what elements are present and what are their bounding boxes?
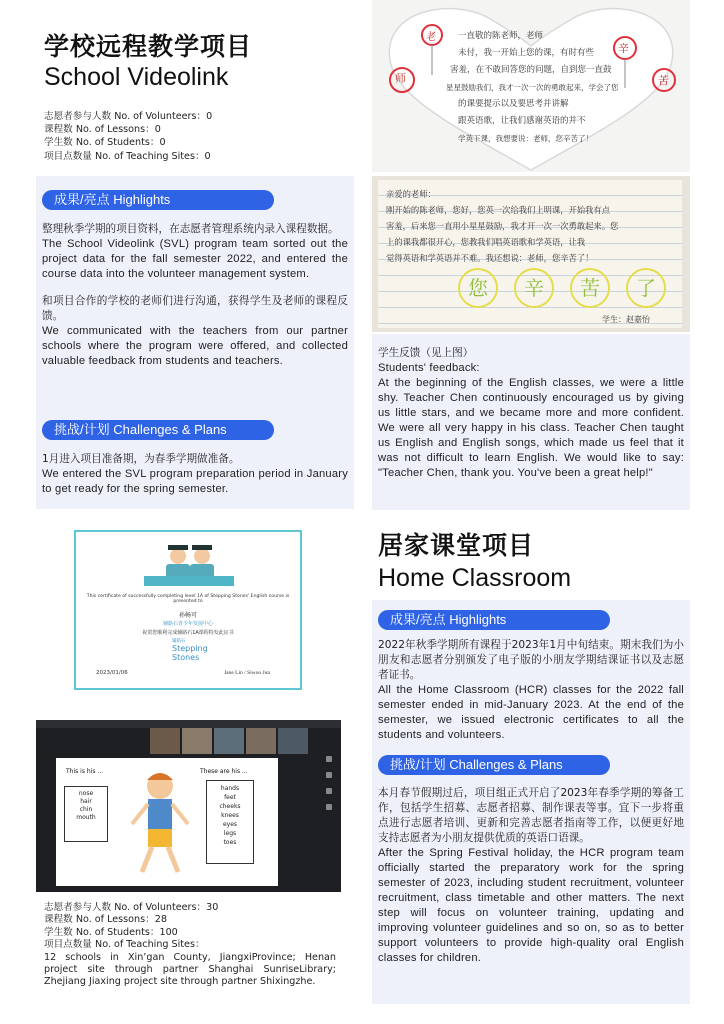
hcr-stat-sites: 项目点数量 No. of Teaching Sites： xyxy=(44,939,205,951)
slide-word: eyes xyxy=(222,821,238,828)
slide-word: chin xyxy=(79,806,93,813)
letter-greeting: 亲爱的老师： xyxy=(386,189,436,199)
slide-right-title: These are his ... xyxy=(200,768,248,775)
heart-card-photo xyxy=(372,0,690,172)
certificate-title: This certificate of successfully completing level 1A of Stepping Stones' English course is presented to xyxy=(86,594,290,604)
hcr-title-en: Home Classroom xyxy=(378,564,572,592)
hcr-stats xyxy=(44,902,336,989)
big-char-3: 苦 xyxy=(570,268,610,308)
hcr-stat-volunteers: 志愿者参与人数 No. of Volunteers：30 xyxy=(44,902,219,913)
feedback-text xyxy=(378,346,684,481)
video-toolbar[interactable] xyxy=(326,756,334,876)
certificate-org: 辅路石青少年发展中心 xyxy=(162,621,213,627)
graduates-icon xyxy=(160,540,220,580)
cartoon-boy xyxy=(120,768,200,878)
heart-line: 未付，我一开始上您的课，有时有些 xyxy=(458,48,595,58)
hcr-title-cn: 居家课堂项目 xyxy=(378,531,535,560)
hcr-stat-students: 学生数 No. of Students：100 xyxy=(44,926,178,938)
svl-highlights-label: 成果/亮点 Highlights xyxy=(42,190,274,210)
svl-highlights-text xyxy=(42,222,348,369)
hcr-plan-1-en: After the Spring Festival holiday, the HCR program team officially started the preparatory work for the spring semester of 2023, including student recruitment, volunteer recruitment, class timetable and other matters. The next step will focus on volunteer training, updating and improving volunteer guidelines and so on, so as to better support volunteers to provide high-quality oral English classes for children. xyxy=(378,847,684,964)
big-char-4: 了 xyxy=(626,268,666,308)
heart-side-char-3: 苦 xyxy=(658,74,669,87)
participant-video xyxy=(246,728,276,754)
logo-en-2: Stones xyxy=(172,653,200,662)
letter-big-chars xyxy=(458,268,690,308)
certificate-signers: Jane Lin / Siwoo Jun xyxy=(224,670,271,676)
participant-video xyxy=(214,728,244,754)
slide-word: knees xyxy=(221,812,239,819)
svl-title-en: School Videolink xyxy=(44,63,229,91)
letter-line: 刚开始的陈老师，您好，您英一次给我们上明课，开始我有点 xyxy=(386,205,611,215)
letter-line: 上的课我都很开心，您教我们唱英语歌和学英语，让我 xyxy=(386,237,586,247)
slide-word: hands xyxy=(220,785,240,792)
participant-video xyxy=(182,728,212,754)
heart-line: 跟英语歌，让我们感谢英语的并不 xyxy=(458,116,586,126)
svl-stats xyxy=(44,110,364,163)
slide-left-word-box xyxy=(64,786,108,842)
hcr-highlight-1-en: All the Home Classroom (HCR) classes for the 2022 fall semester ended in mid-January 2023. At the end of the semester, we issued electronic certificates to all the students and volunteers. xyxy=(378,684,684,741)
heart-side-char-4: 老 xyxy=(426,32,436,43)
heart-handwriting xyxy=(446,28,619,147)
big-char-1: 您 xyxy=(458,268,498,308)
slide-right-word-box xyxy=(206,780,254,864)
letter-line: 害羞，后来您一直用小星星鼓励，我才开一次一次勇敢起来。您 xyxy=(386,221,619,231)
hcr-stat-lessons: 课程数 No. of Lessons：28 xyxy=(44,914,167,926)
certificate-image xyxy=(74,530,302,690)
heart-side-char-2: 辛 xyxy=(618,42,629,55)
slide-word: cheeks xyxy=(219,803,241,810)
slide-left-title: This is his ... xyxy=(66,768,104,775)
heart-line: 学英下课，我想要说：老师，您辛苦了！ xyxy=(458,134,593,143)
slide-word: toes xyxy=(223,839,237,846)
stat-lessons: 课程数 No. of Lessons：0 xyxy=(44,124,161,136)
hcr-plan-1-cn: 本月春节假期过后，项目组正式开启了2023年春季学期的筹备工作，包括学生招募、志愿者招募、制作课表等事。宜下一步将重点进行志愿者培训、更新和完善志愿者指南等工作，以便更好地支持志愿者为小朋友提供优质的英语口语课。 xyxy=(378,787,684,844)
svl-panel xyxy=(36,176,354,509)
feedback-panel xyxy=(372,334,690,510)
slide-word: feet xyxy=(224,794,236,801)
heart-line: 星星鼓励我们，我才一次一次的勇敢起来，学会了您 xyxy=(446,83,619,92)
slide-word: nose xyxy=(78,790,94,797)
letter-photo xyxy=(372,176,690,332)
certificate-name: 孙畅可 xyxy=(178,612,197,619)
stat-volunteers: 志愿者参与人数 No. of Volunteers：0 xyxy=(44,111,213,122)
feedback-cn-label: 学生反馈（见上图） xyxy=(378,347,474,359)
big-char-2: 辛 xyxy=(514,268,554,308)
letter-line: 觉得英语和学英语并不难。我还想说：老师，您辛苦了！ xyxy=(386,253,594,263)
stat-students: 学生数 No. of Students：0 xyxy=(44,137,166,149)
svl-highlight-1-cn: 整理秋季学期的项目资料，在志愿者管理系统内录入课程数据。 xyxy=(42,223,339,235)
letter-handwriting xyxy=(386,186,682,266)
certificate-ribbon xyxy=(144,576,234,586)
certificate-date: 2023/01/06 xyxy=(96,670,128,676)
svl-plans-label: 挑战/计划 Challenges & Plans xyxy=(42,420,274,440)
svl-title-cn: 学校远程教学项目 xyxy=(44,32,253,61)
svl-plans-text xyxy=(42,452,348,497)
logo-en-1: Stepping xyxy=(172,644,208,653)
feedback-body: At the beginning of the English classes, we were a little shy. Teacher Chen continuously encouraged us by giving us little stars, and we became more and more confident. We were all very happy in his class. Teacher Chen taught us English and English songs, which made us feel that it was not difficult to learn English. We would like to say: "Teacher Chen, thank you. You've been a great help!" xyxy=(378,377,684,479)
hcr-highlights-text xyxy=(378,638,684,743)
participant-video xyxy=(150,728,180,754)
heart-line: 害羞，在不敢回答您的问题，自到您一直鼓 xyxy=(450,65,612,75)
feedback-en-label: Students' feedback: xyxy=(378,362,480,374)
slide-word: mouth xyxy=(76,814,96,821)
svl-highlight-1-en: The School Videolink (SVL) program team sorted out the project data for the fall semester 2022, and entered the course data into the volunteer management system. xyxy=(42,238,348,280)
hcr-plans-label: 挑战/计划 Challenges & Plans xyxy=(378,755,610,775)
hcr-stat-sites-detail: 12 schools in Xin’gan County, JiangxiProvince; Henan project site through partner Shanghai SunriseLibrary; Zhejiang Jiaxing project site through partner Shixingzhe. xyxy=(44,951,336,988)
hcr-highlights-label: 成果/亮点 Highlights xyxy=(378,610,610,630)
svl-plan-1-en: We entered the SVL program preparation period in January to get ready for the spring semester. xyxy=(42,468,348,495)
slide-word: hair xyxy=(80,798,92,805)
heart-line: 的课要提示以及要思考并讲解 xyxy=(458,99,569,109)
svl-highlight-2-cn: 和项目合作的学校的老师们进行沟通，获得学生及老师的课程反馈。 xyxy=(42,295,348,322)
participant-video xyxy=(278,728,308,754)
hcr-highlight-1-cn: 2022年秋季学期所有课程于2023年1月中旬结束。期末我们为小朋友和志愿者分别颁发了电子版的小朋友学期结课证书以及志愿者证书。 xyxy=(378,639,684,681)
participant-strip xyxy=(150,728,310,754)
hcr-plans-text xyxy=(378,786,684,966)
video-class-screenshot xyxy=(36,720,341,892)
certificate-subtitle: 祝贺您顺利完成辅路石1A课程特发此证书 xyxy=(142,630,234,636)
svl-plan-1-cn: 1月进入项目准备期，为春季学期做准备。 xyxy=(42,453,240,465)
heart-greeting: 一直敬的陈老师，老师 xyxy=(458,31,544,41)
video-titlebar xyxy=(36,720,341,728)
letter-signature: 学生：赵嘉怡 xyxy=(602,315,650,324)
logo-cn: 辅路石 xyxy=(172,639,186,644)
shared-slide xyxy=(56,758,278,886)
slide-word: legs xyxy=(223,830,237,837)
heart-side-char-1: 师 xyxy=(395,72,406,85)
svl-highlight-2-en: We communicated with the teachers from our partner schools where the program were offered, and collected valuable feedback from students and teachers. xyxy=(42,325,348,367)
stat-sites: 项目点数量 No. of Teaching Sites：0 xyxy=(44,150,211,162)
hcr-panel xyxy=(372,600,690,1004)
stepping-stones-logo xyxy=(172,638,212,662)
